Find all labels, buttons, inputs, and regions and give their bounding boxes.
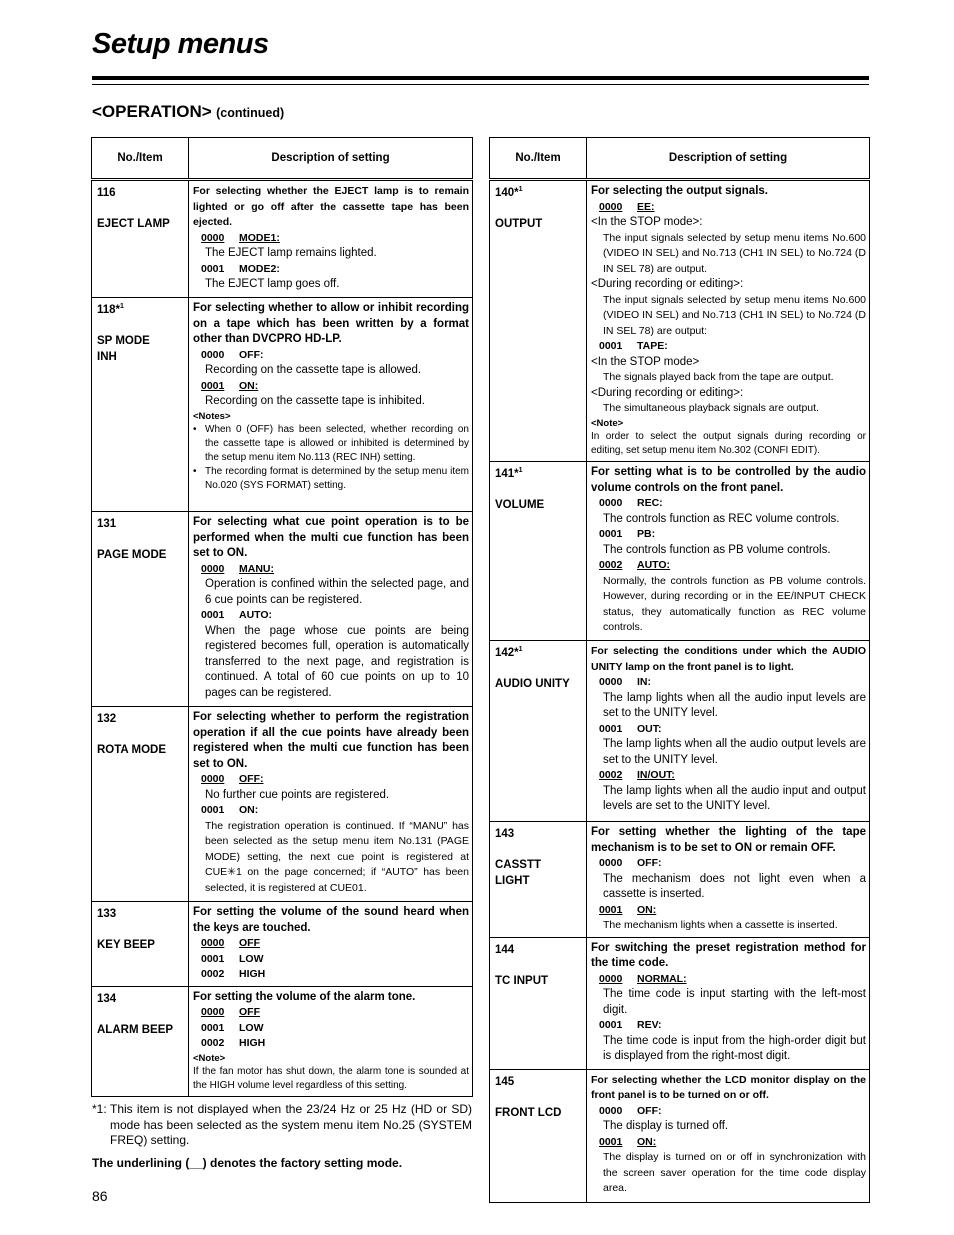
table-row <box>490 180 870 462</box>
option-code: 0001 LOW <box>201 1021 264 1034</box>
item-name: EJECT LAMP <box>97 218 170 230</box>
option-code: 0000 OFF: <box>201 773 264 785</box>
item-number: 141*$^1$ <box>495 467 523 480</box>
option-code: 0000 EE: <box>599 200 655 213</box>
option-code: 0001 ON: <box>599 903 657 916</box>
option-code: 0002 HIGH <box>201 1037 266 1049</box>
footnote-text: This item is not displayed when the 23/24 Hz or 25 Hz (HD or SD) mode has been selected as the system menu item No.25 (SYSTEM FREQ) setting. <box>110 1102 472 1147</box>
option-code: 0000 OFF <box>201 1006 260 1018</box>
option-code: 0001 ON: <box>599 1135 657 1148</box>
item-name: VOLUME <box>495 499 545 511</box>
setting-description: For setting whether the lighting of the tape mechanism is to be set to ON or remain OFF. <box>591 826 866 854</box>
option-text: The time code is input from the high-order digit but is displayed from the right-most digit. <box>603 1034 866 1062</box>
item-cell <box>490 822 587 938</box>
page-number: 86 <box>92 1188 108 1204</box>
item-name: KEY BEEP <box>97 939 155 951</box>
desc-cell <box>587 641 870 822</box>
footnote-mark: *1: <box>92 1102 107 1116</box>
settings-table-left <box>91 137 473 1097</box>
section-title: <OPERATION> <box>92 102 212 121</box>
option-code: 0000 OFF <box>201 937 260 949</box>
mode-label: <In the STOP mode>: <box>591 216 703 228</box>
header-rule-thick <box>92 76 869 80</box>
item-cell <box>490 937 587 1069</box>
option-text: The lamp lights when all the audio input and output levels are set to the UNITY level. <box>603 784 866 812</box>
table-row <box>92 512 473 707</box>
item-number: 133 <box>97 908 117 920</box>
notes-heading: <Note> <box>193 1052 226 1064</box>
option-text: Operation is confined within the selected page, and 6 cue points can be registered. <box>205 578 469 606</box>
desc-cell <box>189 180 473 298</box>
option-text: The registration operation is continued. If “MANU” has been selected as the setup menu item No.131 (PAGE MODE) setting, the next cue point is registered at CUE✳1 on the page concerned; if “AUTO” has been selected, it is registered at CUE01. <box>205 819 469 894</box>
table-row <box>490 937 870 1069</box>
item-name: ROTA MODE <box>97 744 166 756</box>
item-cell <box>490 641 587 822</box>
item-number: 132 <box>97 713 117 725</box>
col-header-no: No./Item <box>490 138 587 180</box>
item-number: 140*$^1$ <box>495 186 523 199</box>
option-code: 0000 IN: <box>599 676 651 688</box>
col-header-desc: Description of setting <box>587 138 870 180</box>
item-name: TC INPUT <box>495 974 549 987</box>
option-code: 0002 HIGH <box>201 968 266 980</box>
option-text: The display is turned on or off in synchronization with the screen saver operation for the time code display area. <box>603 1151 866 1194</box>
desc-cell <box>587 1069 870 1202</box>
item-number: 116 <box>97 187 116 199</box>
note-item: • When 0 (OFF) has been selected, whether recording on the cassette tape is allowed or inhibited is determined by the setup menu item No.113 (REC INH) setting. <box>193 423 469 465</box>
mode-label: <During recording or editing>: <box>591 278 744 290</box>
option-code: 0001 ON: <box>201 379 259 392</box>
option-code: 0001 PB: <box>599 528 656 540</box>
option-code: 0001 MODE2: <box>201 262 280 275</box>
option-text: Recording on the cassette tape is allowed. <box>205 364 422 376</box>
option-text: The lamp lights when all the audio input levels are set to the UNITY level. <box>603 691 866 719</box>
desc-cell <box>587 462 870 641</box>
option-code: 0002 AUTO: <box>599 559 671 571</box>
section-heading <box>92 102 284 122</box>
option-text: When the page whose cue points are being registered becomes full, operation is automatically transferred to the next page, and registration is continued. A total of 60 cue points on up to 10 pages can be registered. <box>205 624 469 699</box>
setting-description: For setting the volume of the alarm tone. <box>193 990 416 1003</box>
item-name: SP MODE <box>97 335 150 347</box>
option-code: 0001 ON: <box>201 804 259 816</box>
option-text: The simultaneous playback signals are output. <box>603 402 819 414</box>
setting-description: For setting the volume of the sound heard when the keys are touched. <box>193 906 469 934</box>
option-code: 0000 OFF: <box>201 348 264 361</box>
mode-label: <During recording or editing>: <box>591 386 744 399</box>
item-name: LIGHT <box>495 874 530 887</box>
item-name: INH <box>97 350 117 363</box>
table-row <box>92 707 473 902</box>
option-code: 0001 LOW <box>201 952 264 965</box>
note-text: In order to select the output signals during recording or editing, set setup menu item No.302 (CONFI EDIT). <box>591 430 866 456</box>
note-text: If the fan motor has shut down, the alarm tone is sounded at the HIGH volume level regardless of this setting. <box>193 1065 469 1091</box>
item-cell <box>92 986 189 1096</box>
desc-cell <box>189 986 473 1096</box>
option-text: The controls function as PB volume controls. <box>603 543 831 556</box>
option-text: The time code is input starting with the left-most digit. <box>603 988 866 1016</box>
table-row <box>92 180 473 298</box>
setting-description: For selecting the conditions under which the AUDIO UNITY lamp on the front panel is to light. <box>591 645 866 673</box>
col-header-desc: Description of setting <box>189 138 473 180</box>
table-row <box>92 902 473 987</box>
note-item: • The recording format is determined by the setup menu item No.020 (SYS FORMAT) setting. <box>193 465 469 493</box>
table-row <box>490 462 870 641</box>
option-code: 0000 MANU: <box>201 562 274 575</box>
section-suffix: (continued) <box>216 106 285 120</box>
option-code: 0000 OFF: <box>599 1104 662 1117</box>
desc-cell <box>189 902 473 987</box>
setting-description: For selecting what cue point operation is to be performed when the multi cue function has been set to ON. <box>193 516 469 559</box>
item-name: FRONT LCD <box>495 1106 562 1119</box>
table-row <box>490 822 870 938</box>
option-code: 0000 OFF: <box>599 857 662 869</box>
item-name: ALARM BEEP <box>97 1023 174 1036</box>
item-cell <box>490 1069 587 1202</box>
option-text: The controls function as REC volume controls. <box>603 512 840 525</box>
option-code: 0000 NORMAL: <box>599 972 687 985</box>
option-text: Normally, the controls function as PB volume controls. However, during recording or in the EE/INPUT CHECK status, they automatically function as REC volume controls. <box>603 574 866 633</box>
item-name: CASSTT <box>495 859 541 871</box>
underline-note: The underlining (__) denotes the factory setting mode. <box>92 1156 403 1170</box>
settings-table-right <box>489 137 870 1203</box>
item-number: 142*$^1$ <box>495 646 523 659</box>
desc-cell <box>587 822 870 938</box>
item-number: 131 <box>97 518 117 530</box>
option-text: Recording on the cassette tape is inhibited. <box>205 395 425 407</box>
option-text: The mechanism lights when a cassette is inserted. <box>603 919 838 931</box>
option-code: 0001 TAPE: <box>599 340 668 352</box>
table-row <box>92 986 473 1096</box>
col-header-no: No./Item <box>92 138 189 180</box>
item-cell <box>490 180 587 462</box>
desc-cell <box>189 512 473 707</box>
option-code: 0000 REC: <box>599 497 663 509</box>
setting-description: For selecting whether the LCD monitor display on the front panel is to be turned on or off. <box>591 1073 866 1101</box>
option-text: The input signals selected by setup menu items No.600 (VIDEO IN SEL) and No.713 (CH1 IN SEL) to No.724 (D IN SEL 78) are output: <box>603 293 866 337</box>
item-number: 144 <box>495 943 515 956</box>
table-row <box>490 1069 870 1202</box>
table-header-row <box>490 138 870 180</box>
item-cell <box>92 180 189 298</box>
desc-cell <box>587 180 870 462</box>
setting-description: For switching the preset registration method for the time code. <box>591 941 866 969</box>
desc-cell <box>189 298 473 512</box>
notes-heading: <Note> <box>591 417 624 429</box>
mode-label: <In the STOP mode> <box>591 355 700 368</box>
option-text: The display is turned off. <box>603 1120 729 1132</box>
option-text: The EJECT lamp goes off. <box>205 278 340 290</box>
table-header-row <box>92 138 473 180</box>
setting-description: For setting what is to be controlled by the audio volume controls on the front panel. <box>591 466 866 494</box>
option-text: The signals played back from the tape are output. <box>603 371 834 383</box>
item-cell <box>490 462 587 641</box>
option-text: No further cue points are registered. <box>205 788 390 801</box>
option-code: 0001 OUT: <box>599 722 662 735</box>
option-text: The input signals selected by setup menu items No.600 (VIDEO IN SEL) and No.713 (CH1 IN SEL) to No.724 (D IN SEL 78) are output. <box>603 231 866 275</box>
option-text: The lamp lights when all the audio output levels are set to the UNITY level. <box>603 738 866 766</box>
item-cell <box>92 902 189 987</box>
option-code: 0000 MODE1: <box>201 231 280 244</box>
item-name: PAGE MODE <box>97 549 167 561</box>
option-code: 0002 IN/OUT: <box>599 769 675 781</box>
option-code: 0001 REV: <box>599 1019 662 1031</box>
table-row <box>92 298 473 512</box>
setting-description: For selecting whether the EJECT lamp is to remain lighted or go off after the cassette tape has been ejected. <box>193 185 469 228</box>
item-number: 145 <box>495 1075 515 1088</box>
table-row <box>490 641 870 822</box>
desc-cell <box>587 937 870 1069</box>
header-rule-thin <box>92 84 869 85</box>
footnote <box>92 1102 472 1149</box>
option-text: The mechanism does not light even when a cassette is inserted. <box>603 872 866 900</box>
page-title: Setup menus <box>92 28 269 60</box>
option-code: 0001 AUTO: <box>201 609 273 621</box>
setting-description: For selecting whether to perform the registration operation if all the cue points have already been registered when the multi cue function has been set to ON. <box>193 711 469 770</box>
item-cell <box>92 298 189 512</box>
notes-list <box>193 423 469 493</box>
item-number: 143 <box>495 828 515 840</box>
desc-cell <box>189 707 473 902</box>
item-cell <box>92 707 189 902</box>
item-cell <box>92 512 189 707</box>
item-name: AUDIO UNITY <box>495 678 570 690</box>
item-name: OUTPUT <box>495 218 543 230</box>
setting-description: For selecting the output signals. <box>591 185 768 197</box>
notes-heading: <Notes> <box>193 410 231 422</box>
option-text: The EJECT lamp remains lighted. <box>205 247 377 259</box>
item-number: 134 <box>97 992 117 1005</box>
item-number: 118*$^1$ <box>97 303 124 316</box>
setting-description: For selecting whether to allow or inhibit recording on a tape which has been written by a format other than DVCPRO HD-LP. <box>193 302 469 345</box>
